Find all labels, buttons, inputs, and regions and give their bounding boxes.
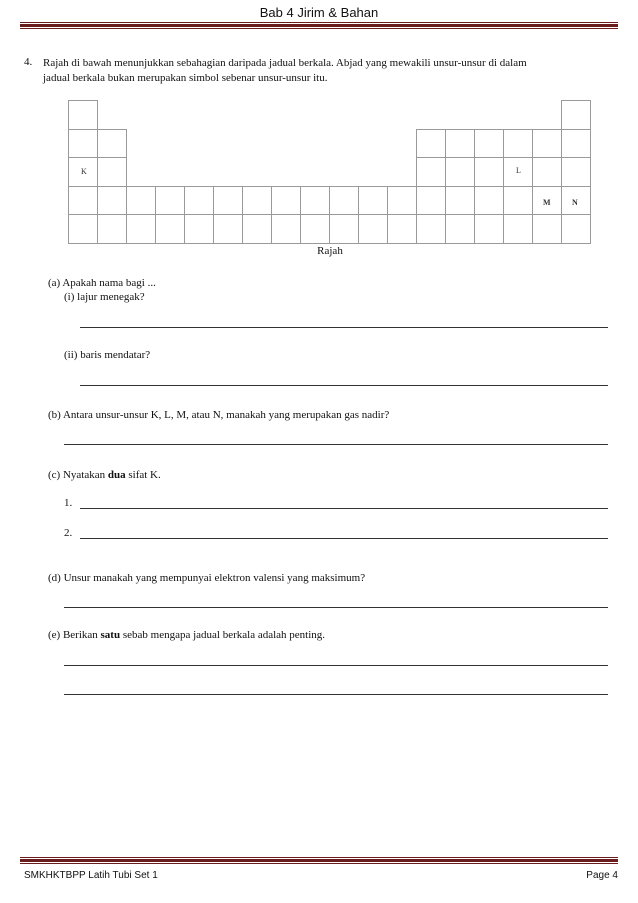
table-cell [68,100,98,130]
table-cell [213,186,243,216]
table-cell [300,186,330,216]
table-cell [271,186,301,216]
table-cell [532,186,562,216]
periodic-table-figure [68,100,590,243]
question-c-pre: (c) Nyatakan [48,469,108,481]
element-label-k: K [81,167,87,177]
table-cell [97,129,127,159]
question-intro-line2: jadual berkala bukan merupakan simbol sebenar unsur-unsur itu. [43,72,328,84]
question-e-post: sebab mengapa jadual berkala adalah penting. [120,629,326,641]
question-intro-line1: Rajah di bawah menunjukkan sebahagian daripada jadual berkala. Abjad yang mewakili unsur-unsur di dalam [43,57,527,69]
table-cell [68,214,98,244]
question-c-bold: dua [107,469,126,481]
table-cell [68,157,98,187]
question-number: 4. [24,56,33,68]
table-cell [300,214,330,244]
table-cell [416,157,446,187]
question-e-bold: satu [100,629,121,641]
table-cell [474,157,504,187]
table-cell [474,129,504,159]
question-c-text [48,468,161,482]
question-e-pre: (e) Berikan [48,629,101,641]
footer-rule [20,857,618,864]
table-cell [445,214,475,244]
table-cell [503,129,533,159]
answer-line-a-ii[interactable] [80,385,608,386]
table-cell [97,214,127,244]
table-cell [503,214,533,244]
question-b-text: (b) Antara unsur-unsur K, L, M, atau N, manakah yang merupakan gas nadir? [48,409,390,421]
answer-line-c-2[interactable] [80,538,608,539]
answer-line-e-1[interactable] [64,665,608,666]
table-cell [387,186,417,216]
question-d-text: (d) Unsur manakah yang mempunyai elektron valensi yang maksimum? [48,572,366,584]
table-cell [416,186,446,216]
footer-page-number: Page 4 [586,870,618,881]
table-cell [561,129,591,159]
table-cell [445,186,475,216]
table-cell [126,186,156,216]
table-cell [445,129,475,159]
table-cell [242,186,272,216]
answer-line-b[interactable] [64,444,608,445]
table-cell [358,186,388,216]
answer-line-e-2[interactable] [64,694,608,695]
table-cell [561,214,591,244]
element-label-l: L [516,166,521,176]
question-c-item2-number: 2. [64,527,73,539]
table-cell [561,186,591,216]
answer-line-d[interactable] [64,607,608,608]
table-cell [68,186,98,216]
element-label-n: N [572,197,578,207]
table-cell [561,157,591,187]
footer-school-name: SMKHKTBPP Latih Tubi Set 1 [24,870,158,881]
answer-line-a-i[interactable] [80,327,608,328]
table-cell [155,186,185,216]
answer-line-c-1[interactable] [80,508,608,509]
figure-caption: Rajah [317,245,343,257]
table-cell [561,100,591,130]
table-cell [329,214,359,244]
table-cell [532,129,562,159]
table-cell [532,157,562,187]
table-cell [503,157,533,187]
question-a-text: (a) Apakah nama bagi ... [48,277,156,289]
header-rule [20,22,618,29]
table-cell [126,214,156,244]
question-a-ii-text: (ii) baris mendatar? [64,349,151,361]
table-cell [97,186,127,216]
table-cell [184,186,214,216]
table-cell [532,214,562,244]
table-cell [242,214,272,244]
question-c-item1-number: 1. [64,497,73,509]
table-cell [358,214,388,244]
table-cell [329,186,359,216]
question-intro [43,56,618,86]
question-c-post: sifat K. [125,469,161,481]
table-cell [445,157,475,187]
table-cell [503,186,533,216]
table-cell [68,129,98,159]
question-a-i-text: (i) lajur menegak? [64,291,145,303]
table-cell [97,157,127,187]
table-cell [155,214,185,244]
element-label-m: M [543,197,551,207]
table-cell [213,214,243,244]
table-cell [474,214,504,244]
table-cell [387,214,417,244]
table-cell [184,214,214,244]
page-header-title: Bab 4 Jirim & Bahan [259,5,379,20]
table-cell [271,214,301,244]
table-cell [474,186,504,216]
table-cell [416,214,446,244]
table-cell [416,129,446,159]
question-e-text [48,628,325,642]
